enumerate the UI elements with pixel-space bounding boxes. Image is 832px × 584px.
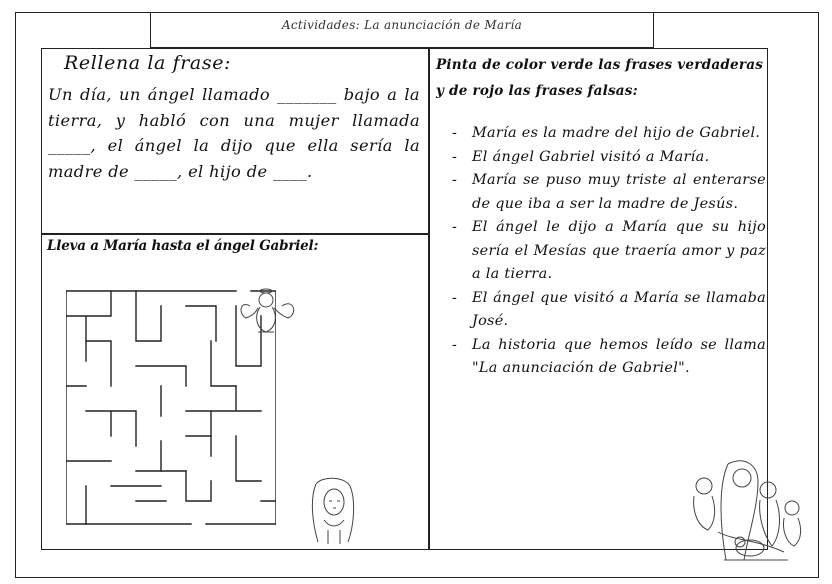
bullet-dash: - — [452, 148, 458, 165]
true-false-list — [452, 122, 766, 381]
page-title: Actividades: La anunciación de María — [281, 18, 523, 32]
list-item — [452, 122, 766, 146]
row-divider — [41, 233, 429, 235]
maze-section-title: Lleva a María hasta el ángel Gabriel: — [47, 238, 319, 254]
fill-section-title: Rellena la frase: — [64, 52, 232, 74]
statement-text: El ángel Gabriel visitó a María. — [472, 148, 710, 165]
list-item — [452, 287, 766, 334]
holy-family-illustration — [688, 456, 812, 570]
fill-section-text: Un día, un ángel llamado _______ bajo a la tierra, y habló con una mujer llamada _____, el ángel la dijo que ella sería la madre de _____, el hijo de ____. — [48, 85, 420, 181]
mary-illustration — [306, 476, 360, 546]
bullet-dash: - — [452, 172, 458, 188]
column-divider — [428, 48, 430, 550]
list-item — [452, 146, 766, 170]
header-box — [150, 12, 654, 48]
bullet-dash: - — [452, 125, 458, 141]
true-false-title: Pinta de color verde las frases verdaderas y de rojo las frases falsas: — [436, 57, 764, 99]
angel-gabriel-illustration — [236, 286, 300, 338]
statement-text: El ángel que visitó a María se llamaba José. — [472, 289, 766, 329]
statement-text: María es la madre del hijo de Gabriel. — [472, 125, 761, 141]
list-item — [452, 334, 766, 381]
list-item — [452, 216, 766, 287]
statement-text: La historia que hemos leído se llama "La anunciación de Gabriel". — [472, 336, 766, 376]
list-item — [452, 169, 766, 216]
bullet-dash: - — [452, 219, 458, 235]
bullet-dash: - — [452, 289, 458, 306]
bullet-dash: - — [452, 336, 458, 353]
statement-text: María se puso muy triste al enterarse de que iba a ser la madre de Jesús. — [472, 172, 766, 212]
statement-text: El ángel le dijo a María que su hijo sería el Mesías que traería amor y paz a la tierra. — [472, 219, 766, 282]
